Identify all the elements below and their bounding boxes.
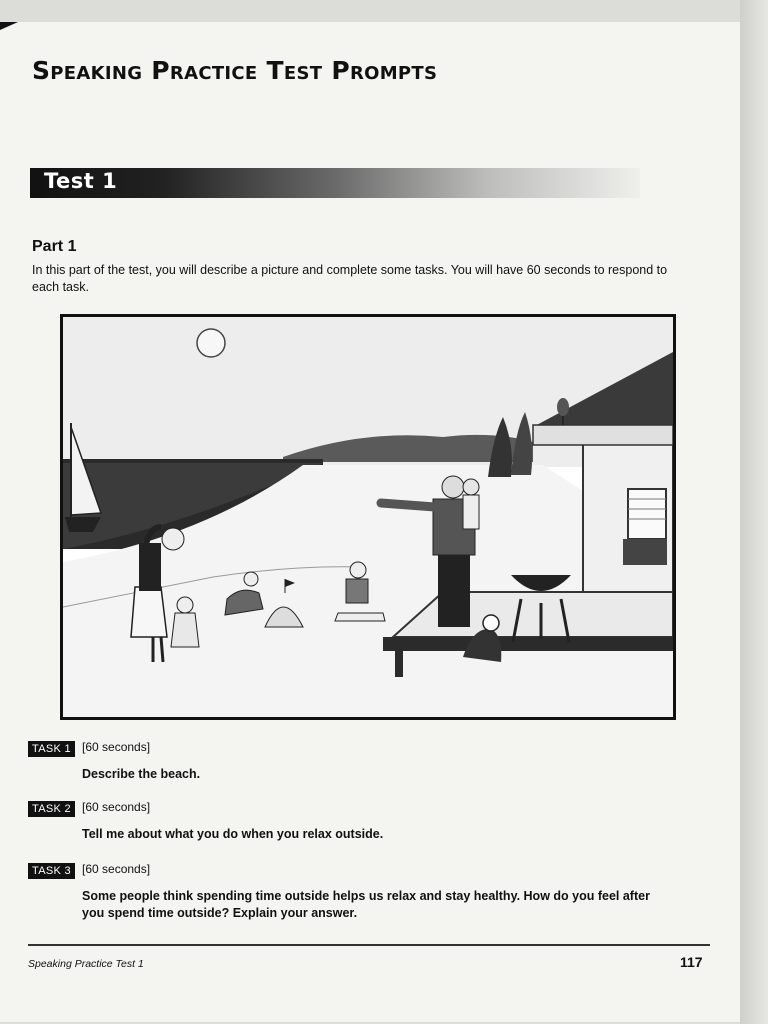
footer-rule <box>28 944 710 946</box>
test-banner <box>30 168 640 198</box>
test-label: Test 1 <box>44 169 118 193</box>
task-timing: [60 seconds] <box>82 740 151 754</box>
page-number: 117 <box>680 954 703 970</box>
task-3 <box>28 862 650 920</box>
task-badge: TASK 2 <box>28 801 75 817</box>
page-edge-shadow <box>740 0 768 1024</box>
task-badge: TASK 1 <box>28 741 75 757</box>
task-1 <box>28 740 201 781</box>
part-heading: Part 1 <box>32 238 77 255</box>
task-badge: TASK 3 <box>28 863 75 879</box>
task-timing: [60 seconds] <box>82 862 151 876</box>
sun-icon <box>197 329 225 357</box>
running-title: Speaking Practice Test 1 <box>28 958 144 970</box>
page-title: Speaking Practice Test Prompts <box>32 56 438 85</box>
task-timing: [60 seconds] <box>82 800 151 814</box>
part-intro: In this part of the test, you will describe a picture and complete some tasks. You will have 60 seconds to respond to each task. <box>32 263 668 294</box>
corner-mark <box>0 22 18 30</box>
task-2 <box>28 800 384 841</box>
task-prompt: Some people think spending time outside helps us relax and stay healthy. How do you feel after you spend time outside? Explain your answer. <box>82 889 650 920</box>
beach-scene-drawing <box>63 317 673 717</box>
beach-illustration <box>60 314 676 720</box>
task-prompt: Describe the beach. <box>82 767 201 781</box>
task-prompt: Tell me about what you do when you relax outside. <box>82 827 384 841</box>
